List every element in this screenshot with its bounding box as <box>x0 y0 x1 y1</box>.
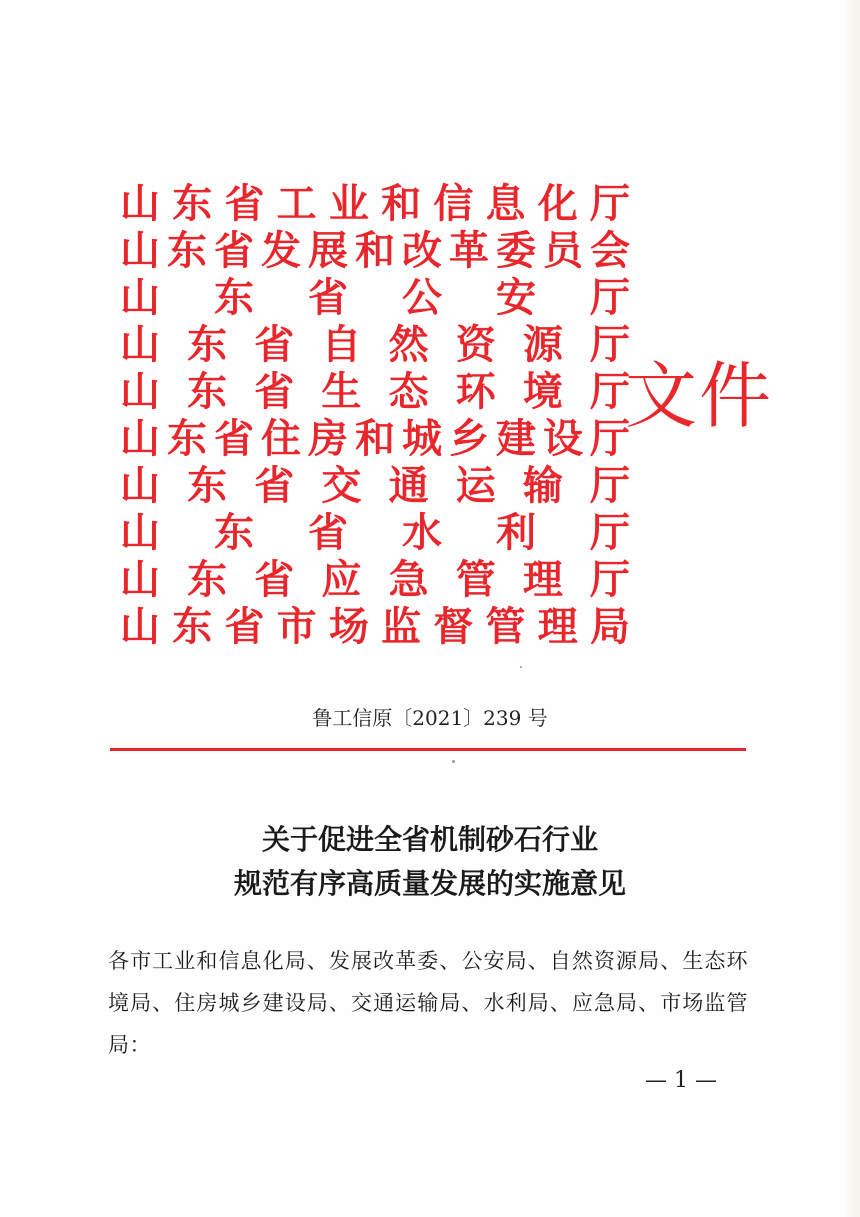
issuer-industry-it: 山东省工业和信息化厅 <box>120 180 630 227</box>
addressees-paragraph: 各市工业和信息化局、发展改革委、公安局、自然资源局、生态环境局、住房城乡建设局、交通运输局、水利局、应急局、市场监管局： <box>108 949 748 1057</box>
title-line-2: 规范有序高质量发展的实施意见 <box>233 867 626 900</box>
issuer-emergency-management: 山东省应急管理厅 <box>120 556 630 603</box>
issuer-market-supervision: 山东省市场监督管理局 <box>120 603 630 650</box>
scan-edge <box>846 0 860 1217</box>
issuer-housing-construction: 山东省住房和城乡建设厅 <box>120 415 630 462</box>
document-title <box>0 818 860 906</box>
document-number: 鲁工信原〔2021〕239 号 <box>312 706 548 730</box>
red-divider-line <box>110 748 746 751</box>
issuer-transport: 山东省交通运输厅 <box>120 462 630 509</box>
issuer-water-resources: 山东省水利厅 <box>120 509 630 556</box>
issuer-ecology-environment: 山东省生态环境厅 <box>120 368 630 415</box>
scan-speck <box>520 666 522 668</box>
page-number: — 1 — <box>645 1068 717 1093</box>
issuer-natural-resources: 山东省自然资源厅 <box>120 321 630 368</box>
document-word: 文件 <box>625 354 774 438</box>
issuer-public-security: 山东省公安厅 <box>120 274 630 321</box>
title-line-1: 关于促进全省机制砂石行业 <box>261 823 598 856</box>
issuer-development-reform: 山东省发展和改革委员会 <box>120 227 630 274</box>
issuing-authorities <box>120 180 630 650</box>
scan-speck <box>452 760 455 763</box>
